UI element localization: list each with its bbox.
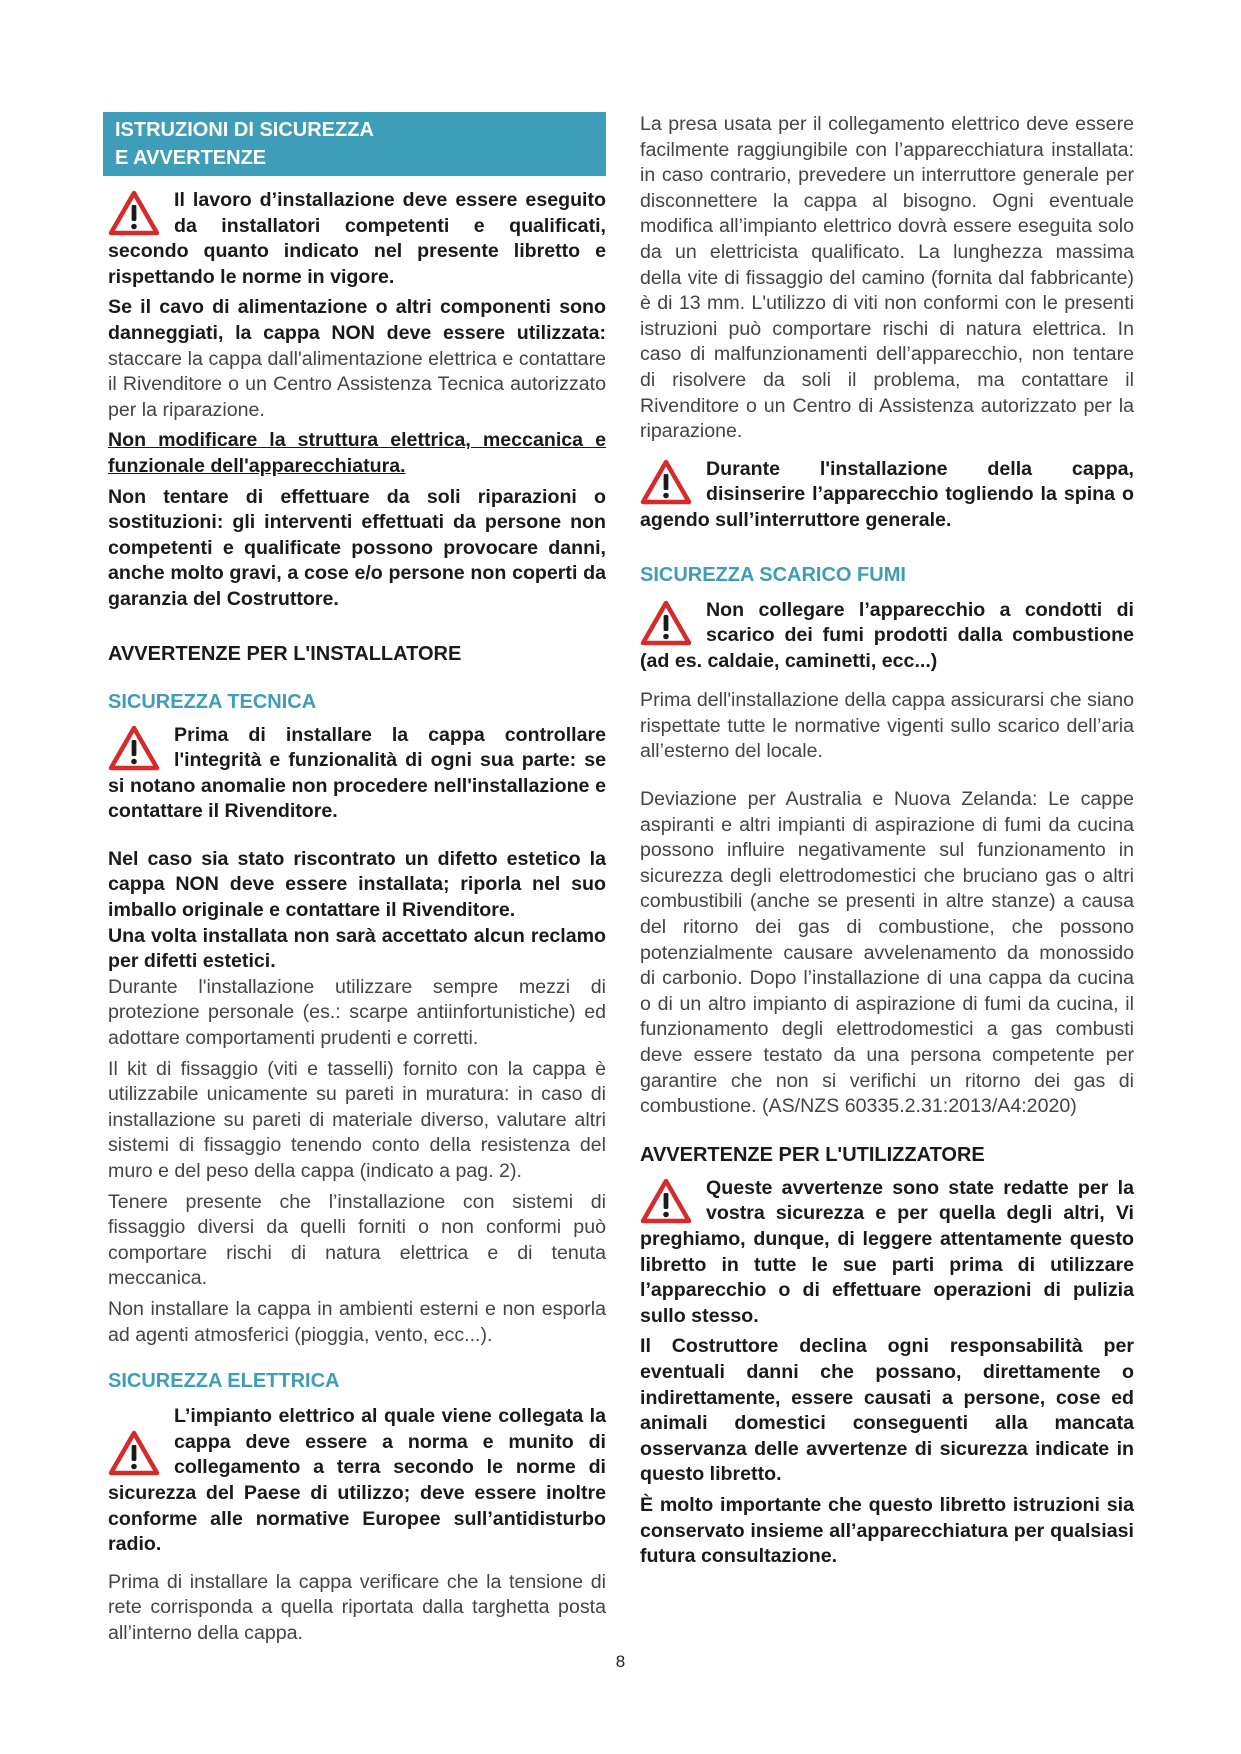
cable-light-text: staccare la cappa dall'alimentazione elettrica e contattare il Rivenditore o un Centro Assistenza Tecnica autorizzato per la riparazione.	[108, 347, 606, 421]
warning-icon	[640, 600, 698, 648]
warning-disconnect	[640, 457, 1134, 534]
paragraph-outdoor: Non installare la cappa in ambienti esterni e non esporla ad agenti atmosferici (pioggia, vento, ecc...).	[108, 1297, 606, 1346]
paragraph-cable	[108, 295, 606, 423]
paragraph-australia: Deviazione per Australia e Nuova Zelanda: Le cappe aspiranti e altri impianti di aspirazione di fumi da cucina possono influire negativamente sul funzionamento in sicurezza degli elettrodomestici che bruciano gas o altri combustibili (anche se presenti in altre stanze) a causa del ritorno dei gas di combustione, che possono potenzialmente causare avvelenamento da monossido di carbonio. Dopo l’installazione di una cappa da cucina o di un altro impianto di aspirazione di fumi da cucina, il funzionamento degli elettrodomestici a gas combusti deve essere testato da una persona competente per garantire che non si verifichi un ritorno dei gas di combustione. (AS/NZS 60335.2.31:2013/A4:2020)	[640, 788, 1134, 1118]
warning-text: Durante l'installazione della cappa, disinserire l’apparecchio togliendo la spina o agendo sull’interruttore generale.	[640, 457, 1134, 531]
header-line1: ISTRUZIONI DI SICUREZZA	[115, 119, 374, 141]
right-column	[640, 112, 1134, 1570]
paragraph-norms: Prima dell'installazione della cappa assicurarsi che siano rispettate tutte le normative vigenti sullo scarico dell’aria all’esterno del locale.	[640, 689, 1134, 763]
paragraph-liability: Il Costruttore declina ogni responsabilità per eventuali danni che possano, direttamente o indirettamente, essere causati a persone, cose ed animali domestici conseguenti alla mancata osservanza delle avvertenze di sicurezza indicate in questo libretto.	[640, 1335, 1134, 1486]
paragraph-voltage: Prima di installare la cappa verificare che la tensione di rete corrisponda a quella riportata dalla targhetta posta all’interno della cappa.	[108, 1570, 606, 1644]
warning-integrity	[108, 723, 606, 825]
heading-installer: AVVERTENZE PER L'INSTALLATORE	[108, 642, 462, 665]
warning-electrical	[108, 1404, 606, 1558]
section-header	[103, 112, 606, 176]
warning-text: Prima di installare la cappa controllare l'integrità e funzionalità di ogni sua parte: se si notano anomalie non procedere nell'installazione e contattare il Rivenditore.	[108, 723, 606, 823]
paragraph-repair: Non tentare di effettuare da soli riparazioni o sostituzioni: gli interventi effettuati da persone non competenti e qualificate possono provocare danni, anche molto gravi, a cose e/o persone non coperti da garanzia del Costruttore.	[108, 485, 606, 610]
paragraph-keep: È molto importante che questo libretto istruzioni sia conservato insieme all’apparecchiatura per qualsiasi futura consultazione.	[640, 1493, 1134, 1568]
warning-text: Queste avvertenze sono state redatte per la vostra sicurezza e per quella degli altri, Vi preghiamo, dunque, di leggere attentamente questo libretto in tutte le sue parti prima di utilizzare l’apparecchio o di effettuare operazioni di pulizia sullo stesso.	[640, 1176, 1134, 1327]
paragraph-ppe: Durante l'installazione utilizzare sempre mezzi di protezione personale (es.: scarpe antiinfortunistiche) ed adottare comportamenti prudenti e corretti.	[108, 975, 606, 1050]
warning-icon	[108, 1430, 166, 1478]
paragraph-claim: Una volta installata non sarà accettato alcun reclamo per difetti estetici.	[108, 924, 606, 973]
paragraph-kit: Il kit di fissaggio (viti e tasselli) fornito con la cappa è utilizzabile unicamente su pareti in muratura: in caso di installazione su pareti di materiale diverso, valutare altri sistemi di fissaggio tenendo conto della resistenza del muro e del peso della cappa (indicato a pag. 2).	[108, 1057, 606, 1182]
warning-text: Non collegare l’apparecchio a condotti di scarico dei fumi prodotti dalla combustione (ad es. caldaie, caminetti, ecc...)	[640, 598, 1134, 672]
warning-icon	[640, 1178, 698, 1226]
heading-technical-safety: SICUREZZA TECNICA	[108, 690, 317, 713]
heading-fumes-safety: SICUREZZA SCARICO FUMI	[640, 563, 906, 586]
warning-icon	[640, 459, 698, 507]
warning-icon	[108, 190, 166, 238]
header-line2: E AVVERTENZE	[115, 147, 267, 169]
heading-user: AVVERTENZE PER L'UTILIZZATORE	[640, 1143, 985, 1166]
heading-electrical-safety: SICUREZZA ELETTRICA	[108, 1370, 340, 1393]
warning-icon	[108, 725, 166, 773]
page-number: 8	[615, 1652, 626, 1671]
left-column	[108, 112, 606, 1647]
paragraph-defect: Nel caso sia stato riscontrato un difetto estetico la cappa NON deve essere installata; riporla nel suo imballo originale e contattare il Rivenditore.	[108, 847, 606, 922]
warning-text: Il lavoro d’installazione deve essere eseguito da installatori competenti e qualificati, secondo quanto indicato nel presente libretto e rispettando le norme in vigore.	[108, 189, 606, 288]
warning-user	[640, 1176, 1134, 1330]
paragraph-modify: Non modificare la struttura elettrica, meccanica e funzionale dell'apparecchiatura.	[108, 429, 606, 477]
cable-bold-text: Se il cavo di alimentazione o altri componenti sono danneggiati, la cappa NON deve essere utilizzata:	[108, 296, 606, 344]
warning-text: L’impianto elettrico al quale viene collegata la cappa deve essere a norma e munito di collegamento a terra secondo le norme di sicurezza del Paese di utilizzo; deve essere inoltre conforme alle normative Europee sull’antidisturbo radio.	[108, 1405, 606, 1556]
warning-fumes	[640, 598, 1134, 675]
paragraph-plug: La presa usata per il collegamento elettrico deve essere facilmente raggiungibile con l’apparecchiatura installata: in caso contrario, prevedere un interruttore generale per disconnettere la cappa al bisogno. Ogni eventuale modifica all’impianto elettrico dovrà essere eseguita solo da un elettricista qualificato. La lunghezza massima della vite di fissaggio del camino (fornita dal fabbricante) è di 13 mm. L'utilizzo di viti non conformi con le presenti istruzioni può comportare rischi di natura elettrica. In caso di malfunzionamenti dell’apparecchio, non tentare di risolvere da soli il problema, ma contattare il Rivenditore o un Centro di Assistenza autorizzato per la riparazione.	[640, 113, 1134, 443]
warning-installation	[108, 188, 606, 290]
paragraph-fixing: Tenere presente che l’installazione con sistemi di fissaggio diversi da quelli forniti o non conformi può comportare rischi di natura elettrica e di tenuta meccanica.	[108, 1190, 606, 1290]
